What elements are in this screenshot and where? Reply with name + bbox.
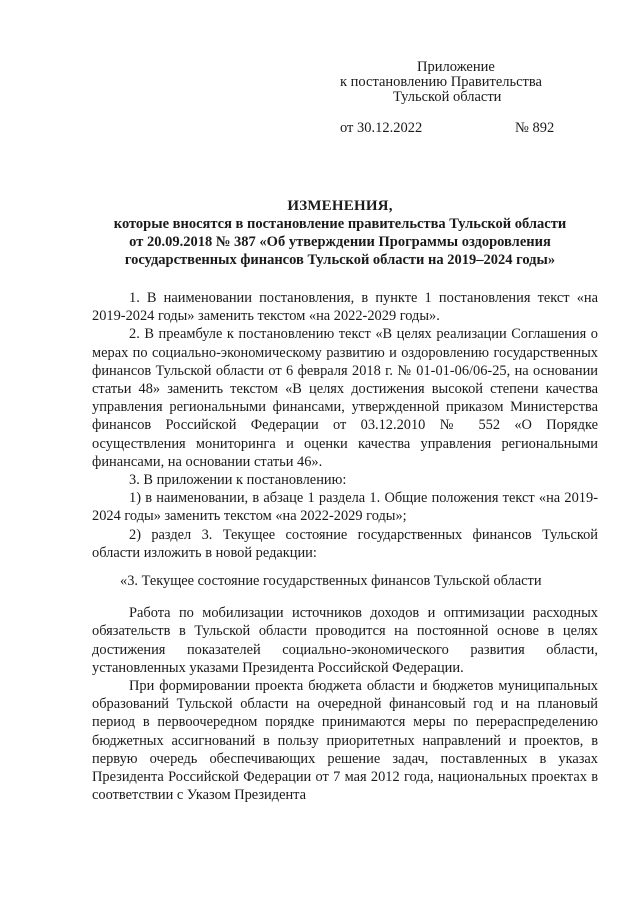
title-line-2: от 20.09.2018 № 387 «Об утверждении Программы оздоровления [129,234,551,250]
title-heading: ИЗМЕНЕНИЯ, [287,198,393,214]
paragraph-4: Работа по мобилизации источников доходов и оптимизации расходных обязательств в Тульской области проводится на постоянной основе в целях достижения показателей социально-экономического развития области, установленных указами Президента Российской Федерации. [92,605,598,676]
document-number: № 892 [515,120,555,136]
document-title [80,197,600,269]
appendix-line-2: к постановлению Правительства [340,74,542,90]
title-line-1: которые вносятся в постановление правительства Тульской области [113,216,567,232]
document-body [92,289,598,804]
paragraph-3-2: 2) раздел 3. Текущее состояние государственных финансов Тульской области изложить в новой редакции: [92,526,598,561]
paragraph-5: При формировании проекта бюджета области и бюджетов муниципальных образований Тульской области на очередной финансовый год и на плановый период в первоочередном порядке принимаются меры по перераспределению бюджетных ассигнований в пользу приоритетных направлений и проектов, в первую очередь обеспечивающих решение задач, поставленных в указах Президента Российской Федерации от 7 мая 2012 года, национальных проектах в соответствии с Указом Президента [92,678,598,804]
appendix-line-1: Приложение [417,59,495,75]
document-date: от 30.12.2022 [340,120,423,136]
paragraph-3-1: 1) в наименовании, в абзаце 1 раздела 1. Общие положения текст «на 2019-2024 годы» заменить текстом «на 2022-2029 годы»; [92,490,598,525]
paragraph-1: 1. В наименовании постановления, в пункте 1 постановления текст «на 2019-2024 годы» заменить текстом «на 2022-2029 годы». [92,290,598,325]
appendix-line-3: Тульской области [393,89,502,105]
section-heading: «3. Текущее состояние государственных финансов Тульской области [120,573,542,590]
paragraph-2: 2. В преамбуле к постановлению текст «В целях реализации Соглашения о мерах по социально-экономическому развитию и оздоровлению государственных финансов Тульской области от 6 февраля 2018 г. № 01-01-06/06-25, на основании статьи 48» заменить текстом «В целях достижения высокой степени качества управления региональными финансами, утвержденной приказом Министерства финансов Российской Федерации от 03.12.2010 № 552 «О Порядке осуществления мониторинга и оценки качества управления региональными финансами, на основании статьи 46». [92,326,598,470]
title-line-3: государственных финансов Тульской области на 2019–2024 годы» [124,252,556,268]
paragraph-3: 3. В приложении к постановлению: [129,472,347,489]
appendix-header [340,60,580,105]
